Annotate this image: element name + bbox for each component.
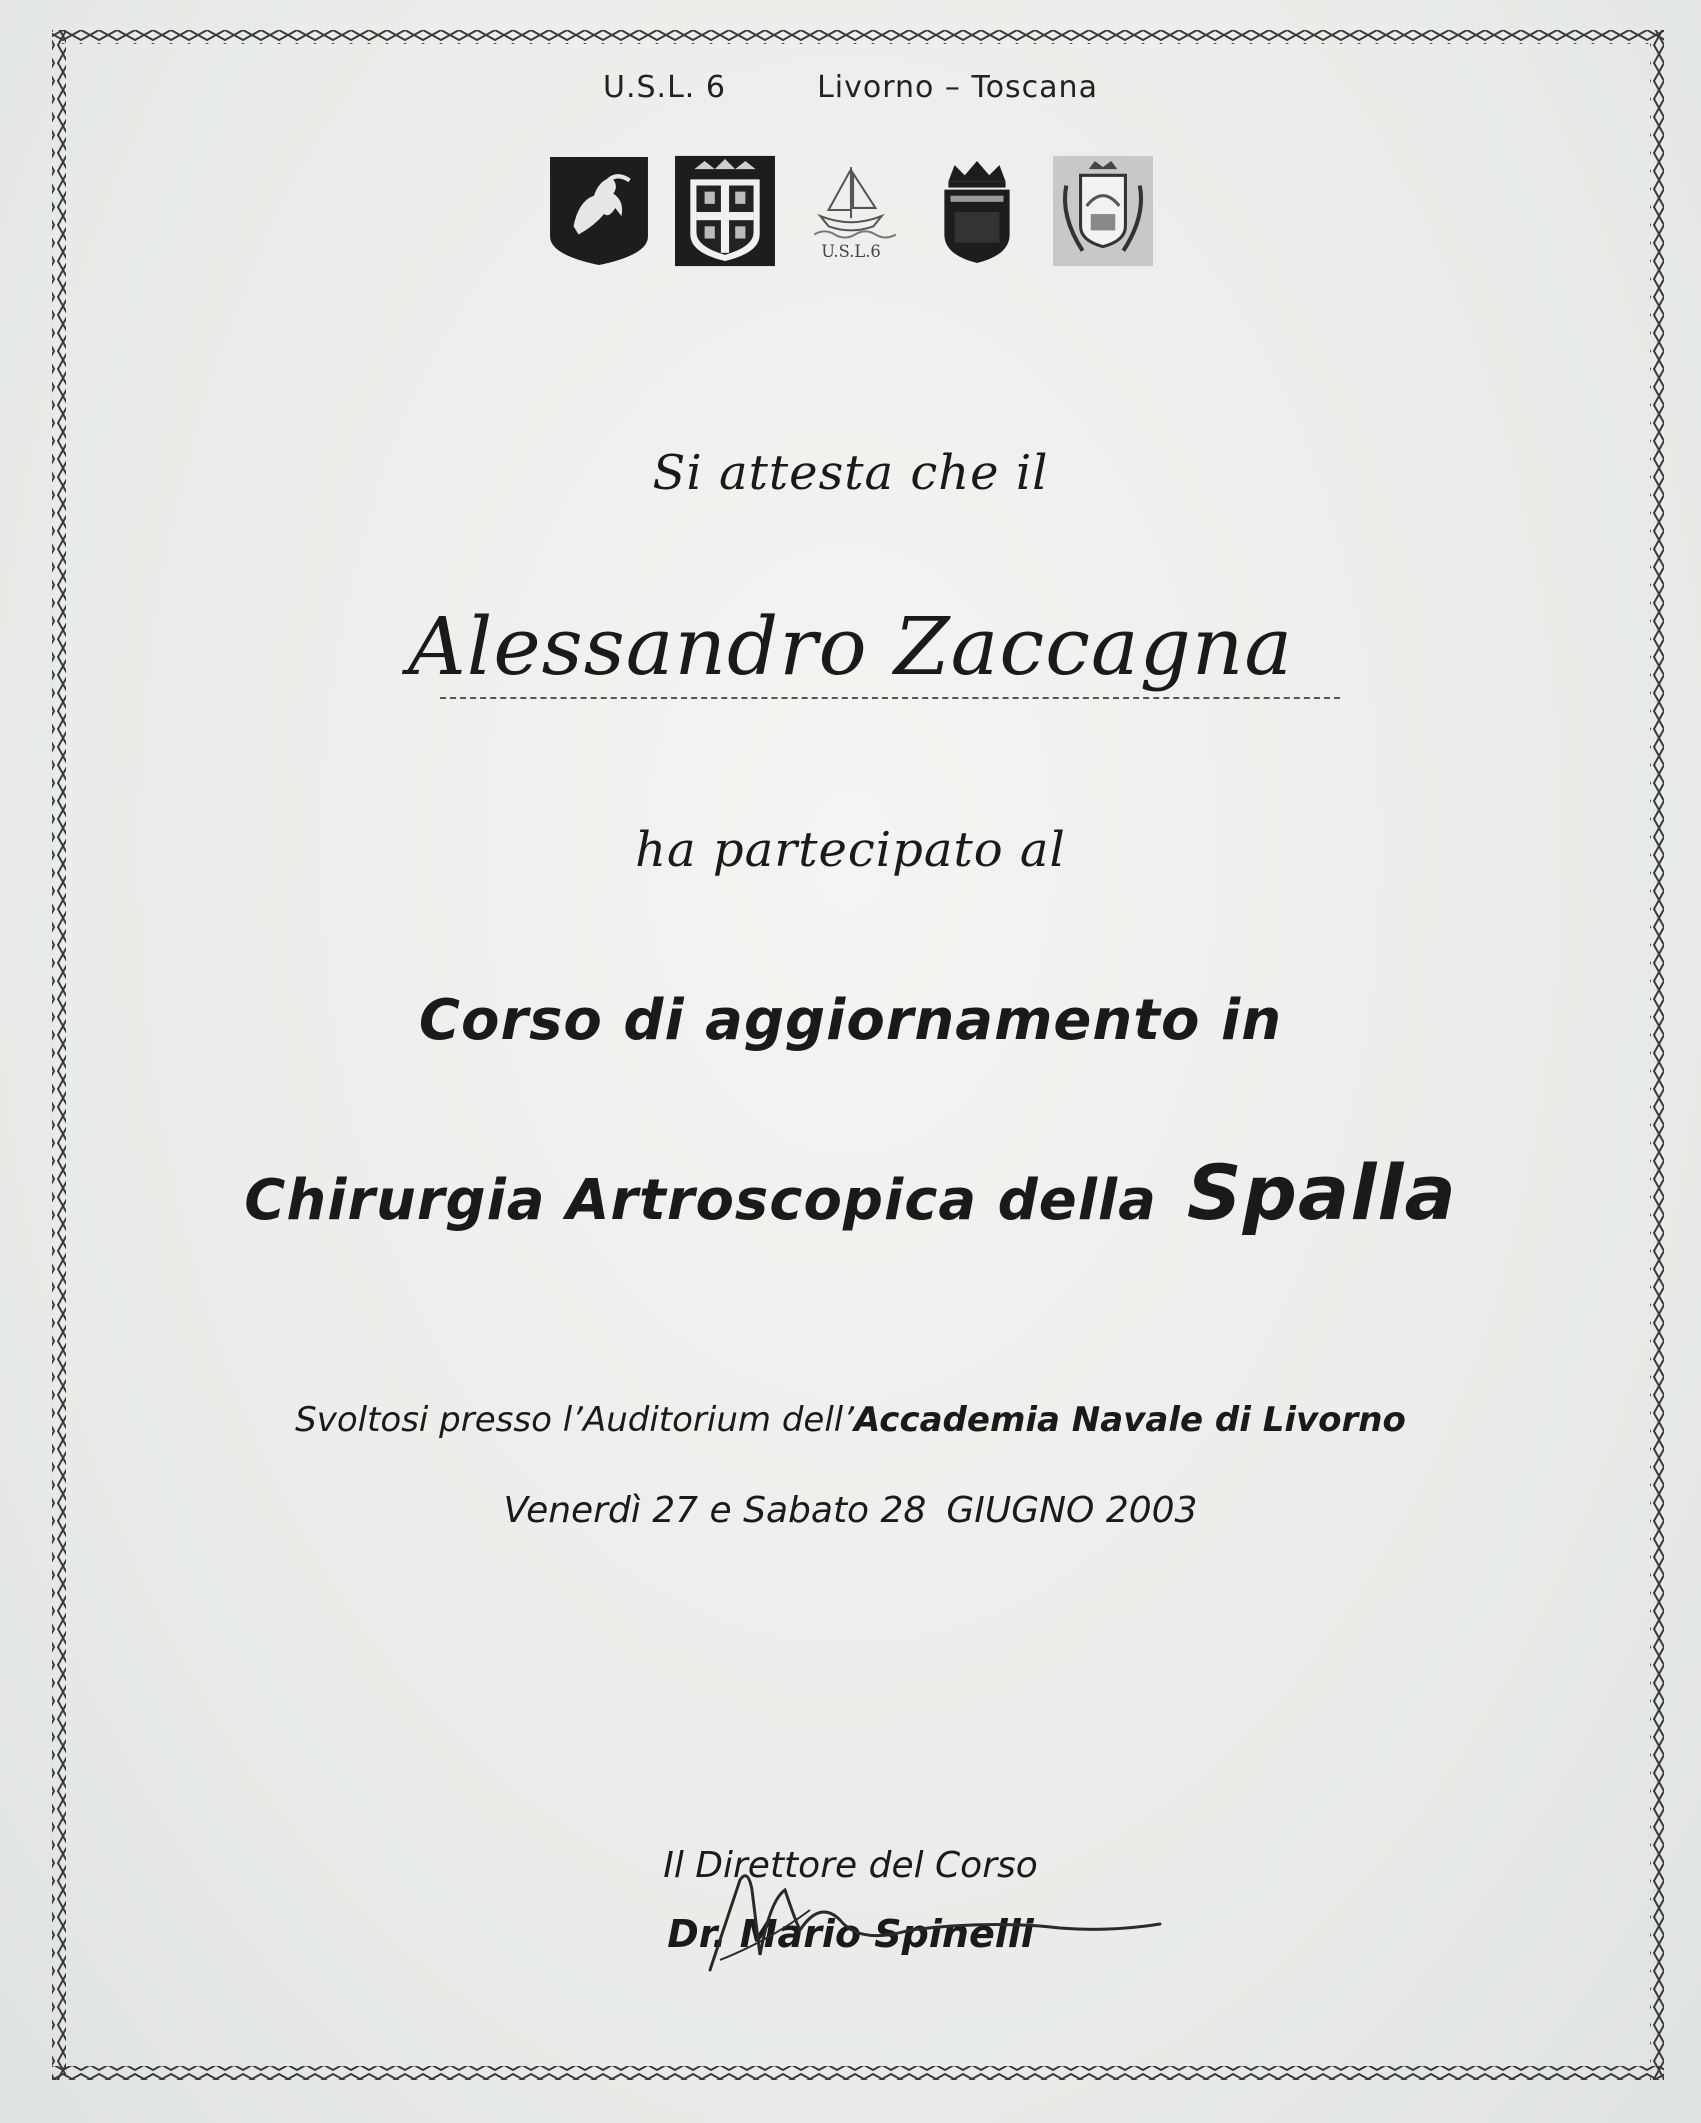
usl6-ship-logo-icon (800, 152, 902, 270)
course-subject: Chirurgia Artroscopica della (244, 1168, 1157, 1233)
horse-crest-icon (548, 152, 650, 270)
issuer-header (0, 70, 1701, 105)
course-title-line1: Corso di aggiornamento in (418, 988, 1283, 1053)
usl6-logo-text: U.S.L.6 (820, 241, 881, 261)
venue-line (0, 1400, 1701, 1440)
participation-text: ha partecipato al (635, 822, 1066, 878)
cross-shield-icon (674, 152, 776, 270)
issuer-org: U.S.L. 6 (603, 70, 726, 105)
signatory-role: Il Direttore del Corso (663, 1845, 1038, 1886)
course-month-year: GIUGNO 2003 (946, 1490, 1198, 1531)
attestation-intro: Si attesta che il (652, 445, 1049, 501)
logo-row (0, 152, 1701, 270)
name-underline (440, 697, 1340, 699)
wreath-crest-icon (1052, 152, 1154, 270)
course-title-line2 (0, 1148, 1701, 1237)
crowned-shield-icon (926, 152, 1028, 270)
course-days: Venerdì 27 e Sabato 28 (503, 1490, 927, 1531)
recipient-name: Alessandro Zaccagna (407, 600, 1294, 693)
course-dates (0, 1490, 1701, 1531)
venue-prefix: Svoltosi presso l’Auditorium dell’ (295, 1400, 855, 1440)
venue-name: Accademia Navale di Livorno (854, 1400, 1406, 1440)
signatory-name: Dr. Mario Spinelli (667, 1912, 1034, 1956)
course-highlight: Spalla (1186, 1148, 1457, 1237)
issuer-location: Livorno – Toscana (817, 70, 1098, 105)
handwritten-signature (690, 1860, 1170, 1980)
